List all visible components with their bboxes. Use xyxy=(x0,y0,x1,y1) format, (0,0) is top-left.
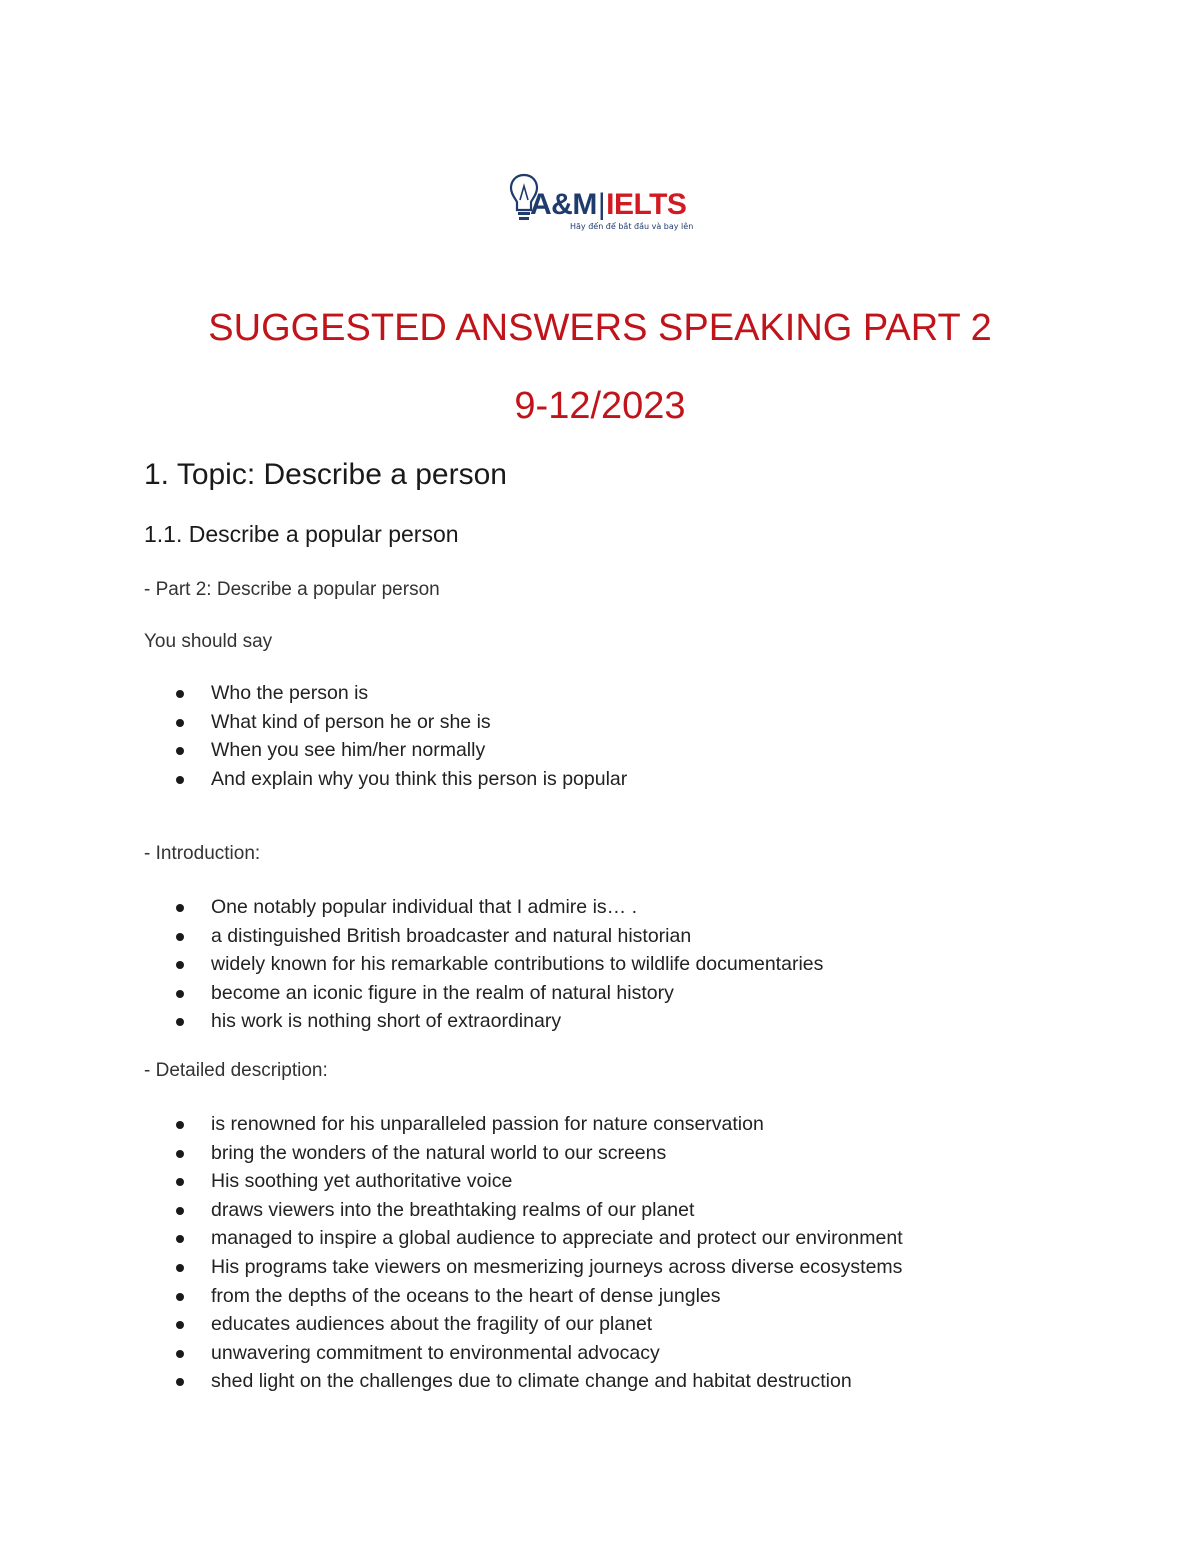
part2-label: - Part 2: Describe a popular person xyxy=(144,579,440,600)
bullet-icon xyxy=(176,719,184,727)
you-should-say: You should say xyxy=(144,631,273,652)
list-item: And explain why you think this person is popular xyxy=(144,765,627,794)
list-item: When you see him/her normally xyxy=(144,736,627,765)
bullet-icon xyxy=(176,1235,184,1243)
bullet-icon xyxy=(176,1150,184,1158)
bullet-icon xyxy=(176,961,184,969)
list-item: his work is nothing short of extraordinary xyxy=(144,1007,823,1036)
list-item: become an iconic figure in the realm of natural history xyxy=(144,979,823,1008)
list-item: One notably popular individual that I admire is… . xyxy=(144,893,823,922)
bullet-icon xyxy=(176,690,184,698)
document-title: SUGGESTED ANSWERS SPEAKING PART 2 xyxy=(208,307,992,349)
bullet-icon xyxy=(176,933,184,941)
bullet-icon xyxy=(176,1293,184,1301)
list-item: bring the wonders of the natural world to our screens xyxy=(144,1139,903,1168)
bullet-icon xyxy=(176,904,184,912)
bullet-icon xyxy=(176,1178,184,1186)
document-date: 9-12/2023 xyxy=(514,385,686,427)
list-item: Who the person is xyxy=(144,679,627,708)
list-item: unwavering commitment to environmental advocacy xyxy=(144,1339,903,1368)
bullet-icon xyxy=(176,990,184,998)
list-item: managed to inspire a global audience to appreciate and protect our environment xyxy=(144,1224,903,1253)
list-item: educates audiences about the fragility of our planet xyxy=(144,1310,903,1339)
list-item: from the depths of the oceans to the heart of dense jungles xyxy=(144,1282,903,1311)
list-item: What kind of person he or she is xyxy=(144,708,627,737)
logo-wordmark xyxy=(530,190,686,220)
introduction-list xyxy=(144,893,823,1036)
list-item: draws viewers into the breathtaking realms of our planet xyxy=(144,1196,903,1225)
logo-divider: | xyxy=(597,188,606,221)
subtopic-heading: 1.1. Describe a popular person xyxy=(144,521,459,547)
bullet-icon xyxy=(176,747,184,755)
list-item: shed light on the challenges due to climate change and habitat destruction xyxy=(144,1367,903,1396)
bullet-icon xyxy=(176,1264,184,1272)
prompt-list xyxy=(144,679,627,793)
logo-brand-am: A&M xyxy=(530,188,597,221)
detailed-description-label: - Detailed description: xyxy=(144,1060,328,1081)
logo-brand-ielts: IELTS xyxy=(606,188,687,221)
bullet-icon xyxy=(176,1121,184,1129)
bullet-icon xyxy=(176,1207,184,1215)
list-item: widely known for his remarkable contributions to wildlife documentaries xyxy=(144,950,823,979)
logo-tagline: Hãy đến để bắt đầu và bay lên xyxy=(570,222,694,231)
list-item: His programs take viewers on mesmerizing journeys across diverse ecosystems xyxy=(144,1253,903,1282)
am-ielts-logo xyxy=(508,172,698,236)
detailed-description-list xyxy=(144,1110,903,1396)
topic-heading: 1. Topic: Describe a person xyxy=(144,458,507,491)
introduction-label: - Introduction: xyxy=(144,843,261,864)
list-item: is renowned for his unparalleled passion for nature conservation xyxy=(144,1110,903,1139)
bullet-icon xyxy=(176,1018,184,1026)
bullet-icon xyxy=(176,776,184,784)
list-item: a distinguished British broadcaster and natural historian xyxy=(144,922,823,951)
bullet-icon xyxy=(176,1350,184,1358)
bullet-icon xyxy=(176,1321,184,1329)
bullet-icon xyxy=(176,1378,184,1386)
list-item: His soothing yet authoritative voice xyxy=(144,1167,903,1196)
